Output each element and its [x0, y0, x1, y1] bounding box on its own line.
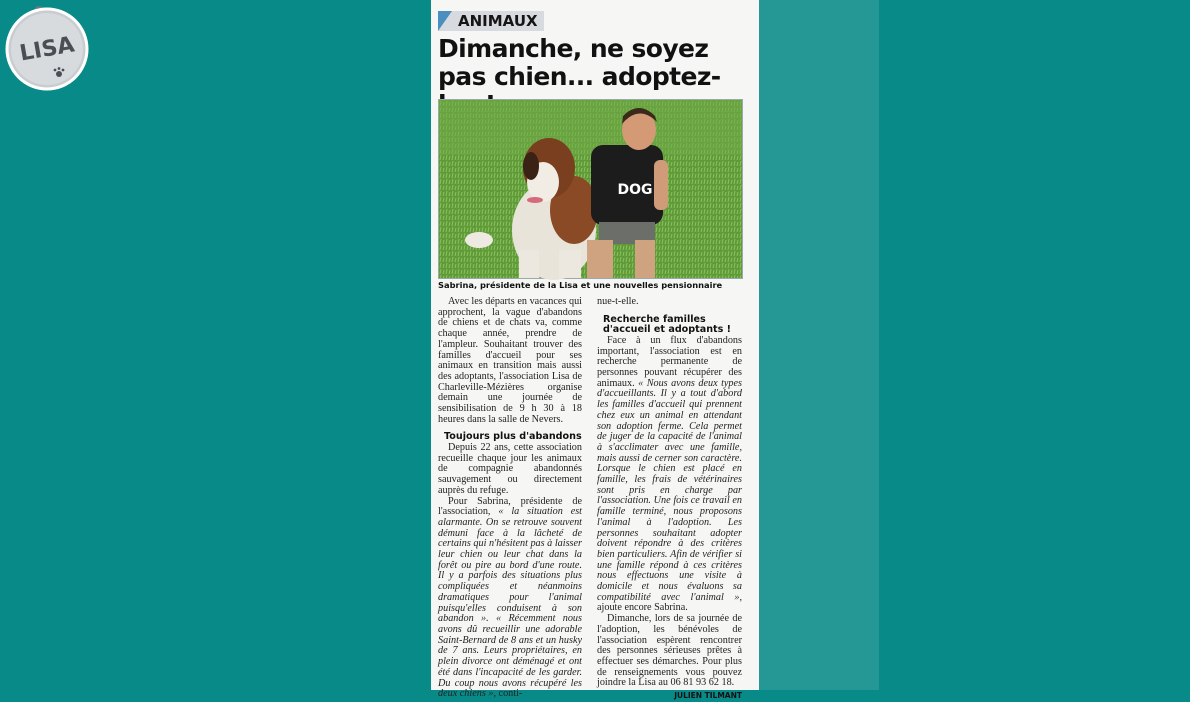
- paragraph: Face à un flux d'abandons important, l'association est en recherche permanente de personnes pouvant récupérer des animaux. « Nous avons deux types d'accueillants. Il y a tout d'abord les familles d'accueil qui prennent chez eux un animal en attendant son adoption ferme. Cela permet de juger de la capacité de l'animal à s'acclimater avec une famille, mais aussi de cerner son caractère. Lorsque le chien est placé en famille, les frais de vétérinaires sont pris en charge par l'association. Une fois ce travail en famille terminé, nous proposons l'animal à l'adoption. Les personnes souhaitant adopter doivent répondre à des critères bien particuliers. Afin de vérifier si une famille répond à ces critères nous effectuons une visite à domicile et nous évaluons sa compatibilité avec l'animal », ajoute encore Sabrina.: [597, 334, 742, 614]
- quote-text: « la situation est alarmante. On se retrouve souvent démuni face à la lâcheté de certains qui n'hésitent pas à laisser leur chien ou leur chat dans la forêt ou pire au bord d'une route. Il y a parfois des situations plus compliquées et néanmoins dramatiques pour l'animal puisqu'elles conduisent à son abandon ». « Récemment nous avons dû recueillir une adorable Saint-Bernard de 8 ans et un husky de 7 ans. Leurs propriétaires, en plein divorce ont déménagé et ont été dans l'incapacité de les garder. Du coup nous avons récupéré les deux chiens »: [438, 506, 583, 700]
- rubric-label: ANIMAUX: [458, 12, 538, 30]
- headline: Dimanche, ne soyez pas chien... adoptez-: [438, 34, 721, 91]
- text-column-1: [438, 297, 582, 700]
- quote-text: « Nous avons deux types d'accueillants. Il y a tout d'abord les familles d'accueil qui prennent chez eux un animal en attendant son adoption ferme. Cela permet de juger de la capacité de l'animal à s'acclimater avec une famille, mais aussi de cerner son caractère. Lorsque le chien est placé en famille, les frais de vétérinaires sont pris en charge par l'association. Une fois ce travail en famille terminé, nous proposons l'animal à l'adoption. Les personnes souhaitant adopter doivent répondre à des critères bien particuliers. Afin de vérifier si une famille répond à ces critères nous effectuons une visite à domicile et nous évaluons sa compatibilité avec l'animal »: [597, 377, 742, 603]
- author-signature: JULIEN TILMANT: [674, 691, 742, 701]
- adjacent-page-bleed: [759, 0, 879, 690]
- lisa-logo-text: LISA: [17, 32, 77, 67]
- subheading: Recherche familles d'accueil et adoptants !: [603, 313, 732, 336]
- article-photo: [438, 99, 743, 279]
- section-rubric: [438, 11, 544, 31]
- paragraph: Dimanche, lors de sa journée de l'adoption, les bénévoles de l'association espèrent rencontrer des personnes sérieuses prêtes à effectuer ses démarches. Pour plus de renseignements vous pouvez joindre la Lisa au 06 81 93 62 18.: [597, 613, 742, 689]
- subheading: Toujours plus d'abandons: [444, 431, 582, 443]
- shirt-text: DOG: [617, 182, 653, 198]
- paragraph: Pour Sabrina, présidente de l'association, « la situation est alarmante. On se retrouve souvent démuni face à la lâcheté de certains qui n'hésitent pas à laisser leur chien ou leur chat dans la forêt ou pire au bord d'une route. Il y a parfois des situations plus compliquées et néanmoins dramatiques pour l'animal puisqu'elles conduisent à son abandon ». « Récemment nous avons dû recueillir une adorable Saint-Bernard de 8 ans et un husky de 7 ans. Leurs propriétaires, en plein divorce ont déménagé et ont été dans l'incapacité de les garder. Du coup nous avons récupéré les deux chiens », conti-: [438, 495, 583, 700]
- photo-caption: Sabrina, présidente de la Lisa et une nouvelles pensionnaire: [438, 280, 723, 290]
- newspaper-clipping: [431, 0, 759, 701]
- paragraph: Avec les départs en vacances qui approchent, la vague d'abandons de chiens et de chats va, comme chaque année, prendre de l'ampleur. Souhaitant trouver des familles d'accueil pour ses animaux en transition mais aussi des adoptants, l'association Lisa de Charleville-Mézières organise demain une journée de sensibilisation de 9 h 30 à 18 heures dans la salle de Nevers.: [438, 296, 582, 425]
- paragraph: Depuis 22 ans, cette association recueille chaque jour les animaux de compagnie abandonnés sauvagement ou directement auprès du refuge.: [438, 442, 582, 496]
- text-column-2: [597, 297, 742, 702]
- rubric-triangle-icon: [438, 11, 452, 31]
- paragraph: nue-t-elle.: [597, 296, 639, 307]
- lisa-logo: [4, 4, 90, 90]
